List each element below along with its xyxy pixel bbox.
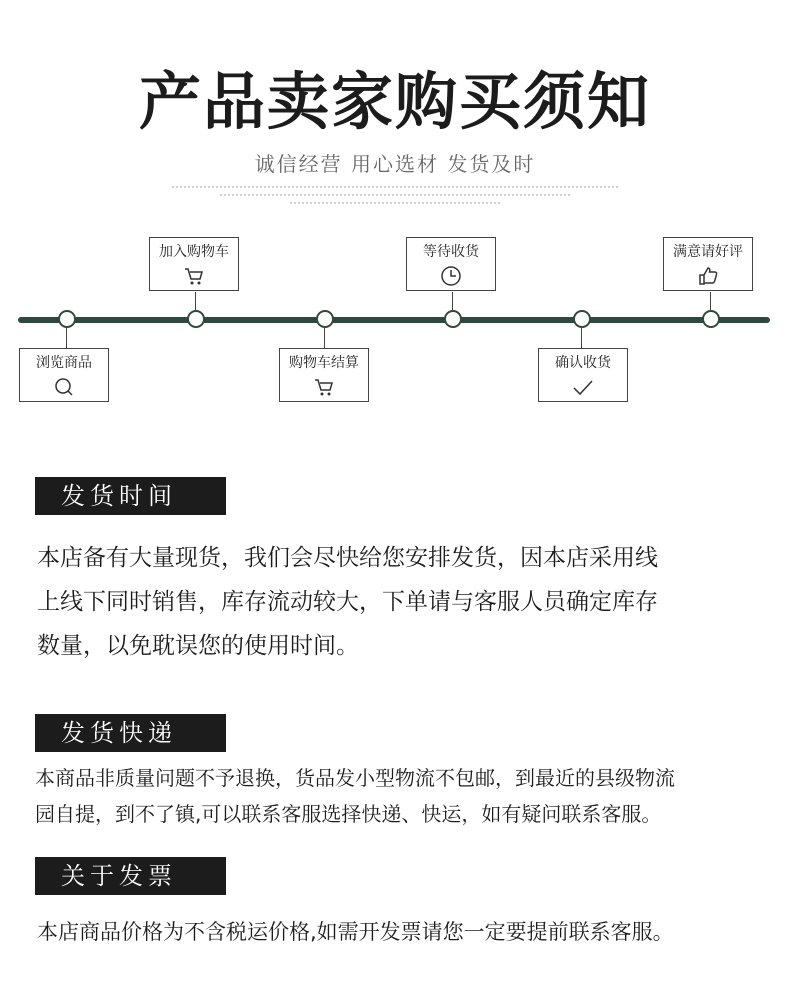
step-add-to-cart [149,237,239,291]
connector-line [710,292,711,310]
process-timeline [18,317,770,323]
step-label: 加入购物车 [159,244,229,260]
cart-icon [182,264,206,288]
cart-icon [312,375,336,399]
step-label: 确认收货 [555,355,611,371]
timeline-dot [573,310,591,328]
connector-line [195,292,196,310]
step-good-review [663,237,753,291]
paragraph-line: 上线下同时销售，库存流动较大，下单请与客服人员确定库存 [37,589,658,615]
connector-line [66,328,67,348]
section-body-courier [35,760,675,832]
decorative-text-line [220,194,570,196]
step-label: 满意请好评 [673,244,743,260]
connector-line [452,292,453,310]
timeline-dot [187,310,205,328]
thumbs-up-icon [696,264,720,288]
section-heading-courier: 发货快递 [35,714,226,752]
step-label: 浏览商品 [36,355,92,371]
step-browse [19,348,109,402]
step-label: 等待收货 [423,244,479,260]
section-body-shipping-time [37,536,658,668]
paragraph-line: 本商品非质量问题不予退换，货品发小型物流不包邮，到最近的县级物流 [35,766,675,790]
search-icon [52,375,76,399]
section-heading-invoice: 关于发票 [35,857,226,895]
page-subtitle: 诚信经营 用心选材 发货及时 [254,152,536,176]
decorative-text-line [172,186,618,188]
step-checkout [279,348,369,402]
timeline-dot [702,310,720,328]
connector-line [581,328,582,348]
page-title: 产品卖家购买须知 [138,65,651,138]
step-confirm-receipt [538,348,628,402]
step-await-delivery [406,237,496,291]
timeline-dot [444,310,462,328]
timeline-dot [58,310,76,328]
connector-line [324,328,325,348]
paragraph-line: 本店商品价格为不含税运价格,如需开发票请您一定要提前联系客服。 [37,920,674,944]
step-label: 购物车结算 [289,355,359,371]
timeline-dot [316,310,334,328]
check-icon [571,375,595,399]
decorative-text-line [290,202,500,204]
section-body-invoice [37,914,674,950]
paragraph-line: 本店备有大量现货，我们会尽快给您安排发货，因本店采用线 [37,545,658,571]
paragraph-line: 数量，以免耽误您的使用时间。 [37,633,359,659]
section-heading-shipping-time: 发货时间 [35,477,226,515]
clock-icon [439,264,463,288]
paragraph-line: 园自提，到不了镇,可以联系客服选择快递、快运，如有疑问联系客服。 [35,802,662,826]
